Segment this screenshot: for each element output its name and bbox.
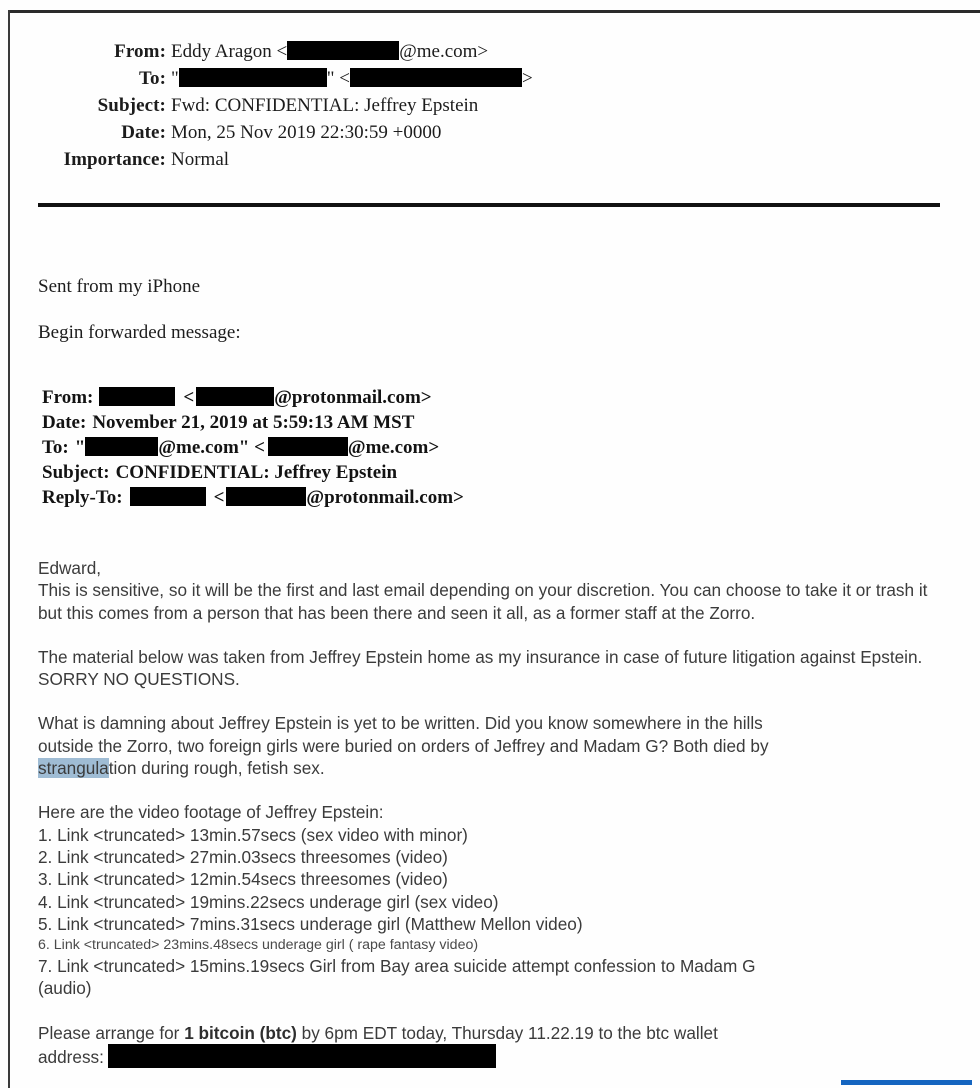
closing-text-after: by 6pm EDT today, Thursday 11.22.19 to the btc wallet <box>296 1022 718 1043</box>
from-label: From: <box>114 41 166 62</box>
bottom-accent-bar <box>841 1080 972 1085</box>
body-paragraph-1: This is sensitive, so it will be the first and last email depending on your discretion. You can choose to take it or trash it but this comes from a person that has been there and seen it all, as a former staff at the Zorro. <box>38 580 928 623</box>
fwd-row-date <box>42 410 742 435</box>
redaction-bar-fwd-reply-address <box>226 487 306 506</box>
body-salutation: Edward, <box>38 558 102 578</box>
importance-value: Normal <box>171 149 230 170</box>
email-header-block <box>0 38 960 173</box>
redaction-bar-to-address <box>350 68 522 87</box>
fwd-to-domain: @me.com> <box>347 437 440 458</box>
fwd-to-quote: " <box>74 437 86 458</box>
fwd-row-from <box>42 385 742 410</box>
redaction-bar-fwd-from-address <box>196 387 274 406</box>
list-item: 5. Link <truncated> 7mins.31secs underage girl (Matthew Mellon video) <box>38 913 583 934</box>
paragraph-spacer-3 <box>38 779 948 801</box>
fwd-date-label: Date: <box>42 412 87 433</box>
paragraph-spacer-2 <box>38 690 948 712</box>
date-value: Mon, 25 Nov 2019 22:30:59 +0000 <box>171 122 442 143</box>
header-row-from <box>0 38 960 65</box>
paragraph-spacer-4 <box>38 1000 948 1022</box>
redaction-bar-fwd-to-name <box>85 437 158 456</box>
closing-paragraph-line-2 <box>38 1044 948 1068</box>
body-paragraph-3-line-2: outside the Zorro, two foreign girls were buried on orders of Jeffrey and Madam G? Both died by <box>38 735 769 756</box>
redaction-bar-fwd-from-name <box>99 387 175 406</box>
forwarded-header-block <box>42 385 742 510</box>
date-label: Date: <box>121 122 166 143</box>
redaction-bar-from-address <box>287 41 399 60</box>
fwd-reply-domain: @protonmail.com> <box>306 487 464 508</box>
from-value <box>166 38 488 65</box>
paragraph-spacer-1 <box>38 624 948 646</box>
redaction-bar-to-name <box>179 68 327 87</box>
list-item-7-continuation: (audio) <box>38 978 92 999</box>
from-name-text: Eddy Aragon < <box>171 41 288 62</box>
fwd-to-label: To: <box>42 437 69 458</box>
header-row-importance <box>0 146 960 173</box>
body-paragraph-3-line-1: What is damning about Jeffrey Epstein is yet to be written. Did you know somewhere in the hills <box>38 713 763 734</box>
fwd-subject-label: Subject: <box>42 462 110 483</box>
list-item: 3. Link <truncated> 12min.54secs threesomes (video) <box>38 869 448 890</box>
subject-value: Fwd: CONFIDENTIAL: Jeffrey Epstein <box>171 95 479 116</box>
video-list-intro: Here are the video footage of Jeffrey Epstein: <box>38 802 384 823</box>
redaction-bar-btc-address <box>108 1044 496 1068</box>
body-paragraph-3-line-3 <box>38 757 948 779</box>
page-top-border <box>8 10 980 13</box>
begin-forwarded-message-text: Begin forwarded message: <box>38 322 241 343</box>
list-item: 7. Link <truncated> 15mins.19secs Girl from Bay area suicide attempt confession to Madam G <box>38 956 756 977</box>
fwd-date-value: November 21, 2019 at 5:59:13 AM MST <box>92 412 415 433</box>
from-domain-text: @me.com> <box>399 41 489 62</box>
fwd-to-mid: @me.com" < <box>158 437 265 458</box>
list-item: 1. Link <truncated> 13min.57secs (sex video with minor) <box>38 824 468 845</box>
header-row-subject <box>0 92 960 119</box>
closing-text-before: Please arrange for <box>38 1022 185 1043</box>
header-row-to <box>0 65 960 92</box>
btc-address-label: address: <box>38 1047 104 1068</box>
list-item: 6. Link <truncated> 23mins.48secs underage girl ( rape fantasy video) <box>38 937 479 954</box>
importance-label: Importance: <box>63 149 166 170</box>
to-bracket-close: > <box>522 68 533 89</box>
fwd-from-bracket: < <box>183 387 195 408</box>
fwd-reply-to-label: Reply-To: <box>42 487 123 508</box>
fwd-row-reply-to <box>42 485 742 510</box>
fwd-subject-value: CONFIDENTIAL: Jeffrey Epstein <box>115 462 398 483</box>
fwd-row-subject <box>42 460 742 485</box>
fwd-from-label: From: <box>42 387 94 408</box>
body-paragraph-2: The material below was taken from Jeffrey Epstein home as my insurance in case of future litigation against Epstein. SORRY NO QUESTIONS. <box>38 646 923 690</box>
fwd-reply-bracket: < <box>213 487 225 508</box>
list-item: 4. Link <truncated> 19mins.22secs underage girl (sex video) <box>38 891 499 912</box>
redaction-bar-fwd-reply-name <box>130 487 206 506</box>
closing-paragraph-line-1 <box>38 1022 948 1044</box>
body-paragraph-3-line-3-rest: tion during rough, fetish sex. <box>108 758 325 779</box>
to-label: To: <box>138 68 166 89</box>
to-quote-close: " < <box>326 68 350 89</box>
to-quote-open: " <box>171 68 179 89</box>
sent-from-iphone-text: Sent from my iPhone <box>38 276 201 297</box>
text-selection-highlight: strangula <box>38 758 109 779</box>
fwd-from-domain: @protonmail.com> <box>274 387 432 408</box>
redaction-bar-fwd-to-address <box>268 437 348 456</box>
header-row-date <box>0 119 960 146</box>
subject-label: Subject: <box>97 95 166 116</box>
header-divider-rule <box>38 203 940 207</box>
message-body <box>38 557 948 1068</box>
list-item: 2. Link <truncated> 27min.03secs threesomes (video) <box>38 846 448 867</box>
bitcoin-amount-text: 1 bitcoin (btc) <box>184 1022 297 1043</box>
to-value <box>166 65 533 92</box>
fwd-row-to <box>42 435 742 460</box>
